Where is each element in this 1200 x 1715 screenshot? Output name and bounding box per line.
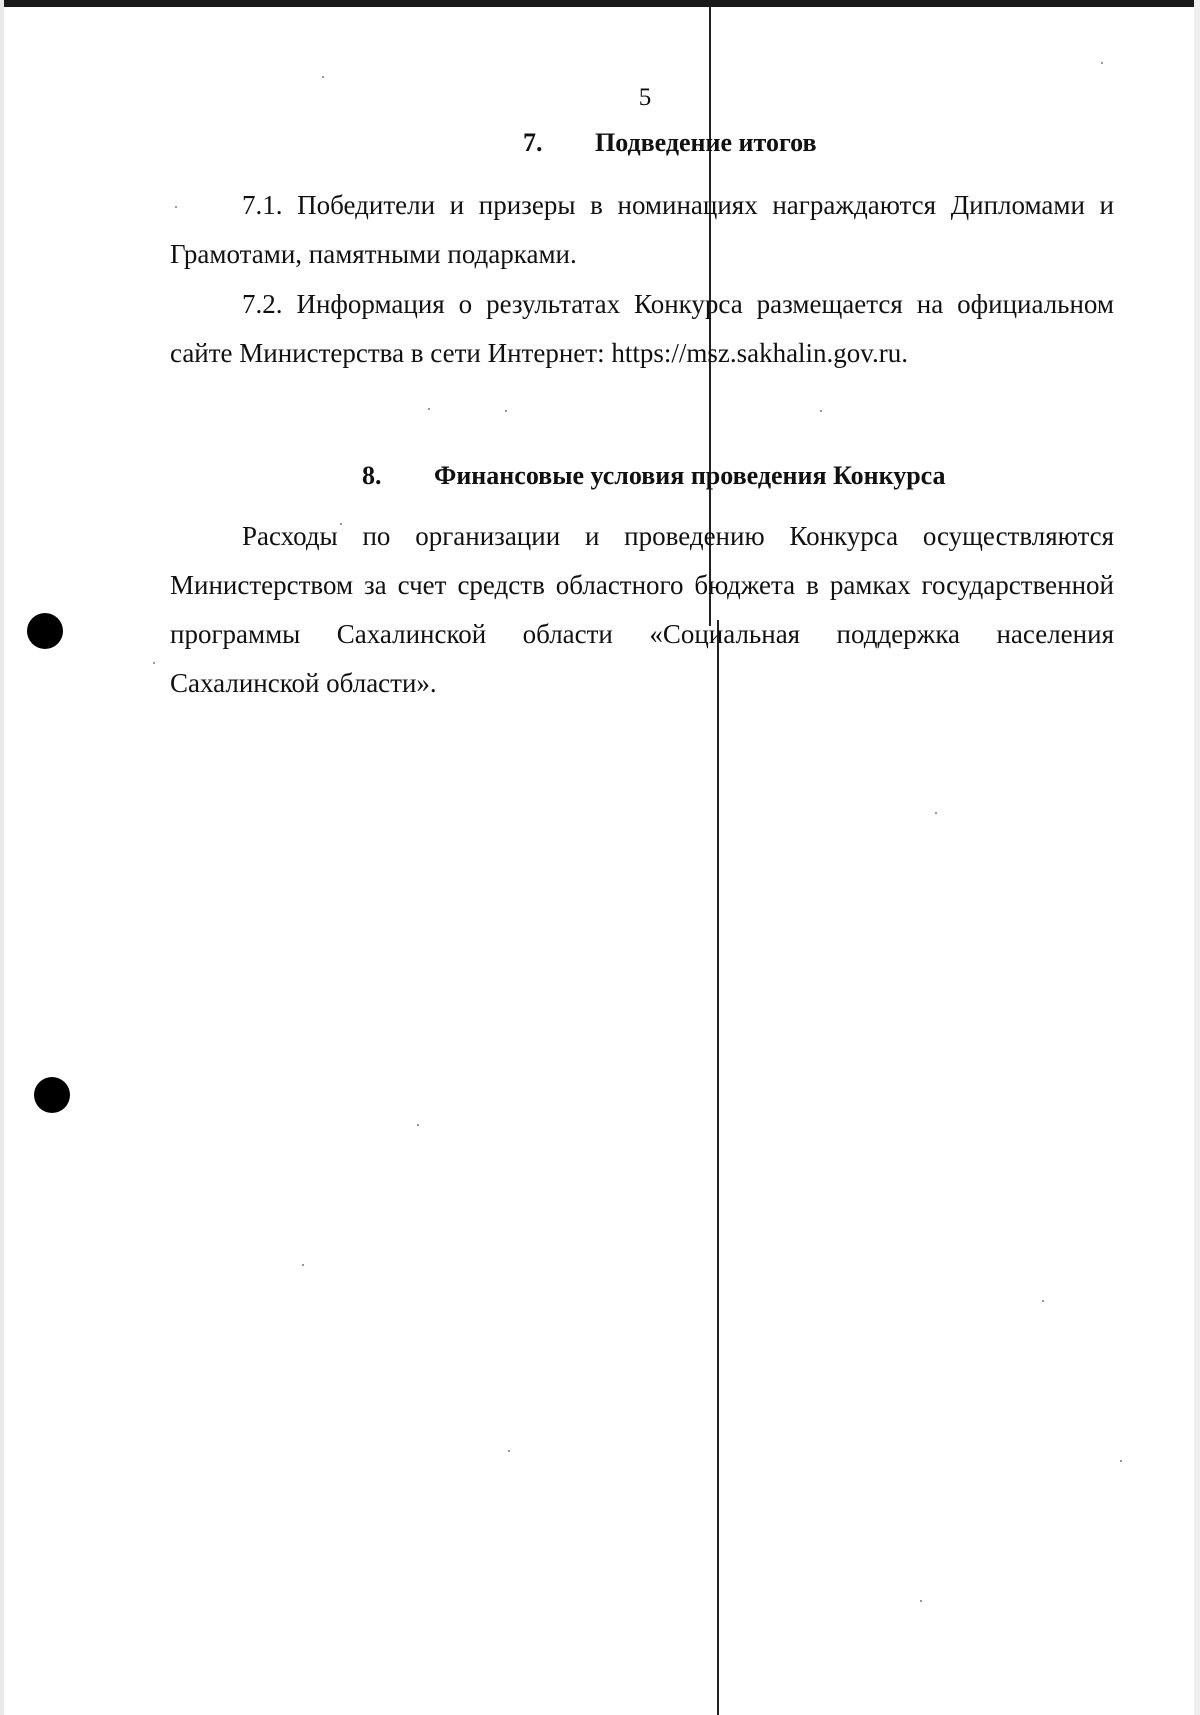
paragraph-8-1: Расходы по организации и проведению Конкурса осуществляются Министерством за счет средств областного бюджета в рамках государственной программы Сахалинской области «Социальная поддержка населения Сахалинской области».	[170, 521, 1114, 698]
speck	[820, 410, 822, 412]
speck	[508, 1450, 510, 1452]
speck	[322, 76, 324, 78]
speck	[920, 1600, 922, 1602]
speck	[417, 1124, 419, 1126]
fold-line-lower	[717, 620, 719, 1715]
speck	[428, 408, 430, 410]
scan-right-edge	[1194, 0, 1200, 1715]
scan-top-edge	[0, 0, 1200, 7]
paragraph-7-2: 7.2. Информация о результатах Конкурса размещается на официальном сайте Министерства в сети Интернет: https://msz.sakhalin.gov.ru.	[170, 289, 1114, 368]
speck	[302, 1264, 304, 1266]
speck	[1120, 1460, 1122, 1462]
paragraph-7-1: 7.1. Победители и призеры в номинациях награждаются Дипломами и Грамотами, памятными подарками.	[170, 190, 1114, 269]
speck	[1101, 62, 1103, 64]
speck	[505, 410, 507, 412]
section-7-number: 7.	[523, 128, 543, 157]
speck	[1042, 1300, 1044, 1302]
section-7-title: Подведение итогов	[595, 128, 817, 157]
speck	[153, 662, 155, 664]
punch-hole-top	[27, 613, 63, 649]
section-8-number: 8.	[362, 461, 382, 490]
page-number: 5	[638, 84, 652, 111]
scan-left-edge	[0, 0, 4, 1715]
punch-hole-bottom	[34, 1077, 70, 1113]
section-8-title: Финансовые условия проведения Конкурса	[434, 461, 946, 490]
speck	[935, 812, 937, 814]
